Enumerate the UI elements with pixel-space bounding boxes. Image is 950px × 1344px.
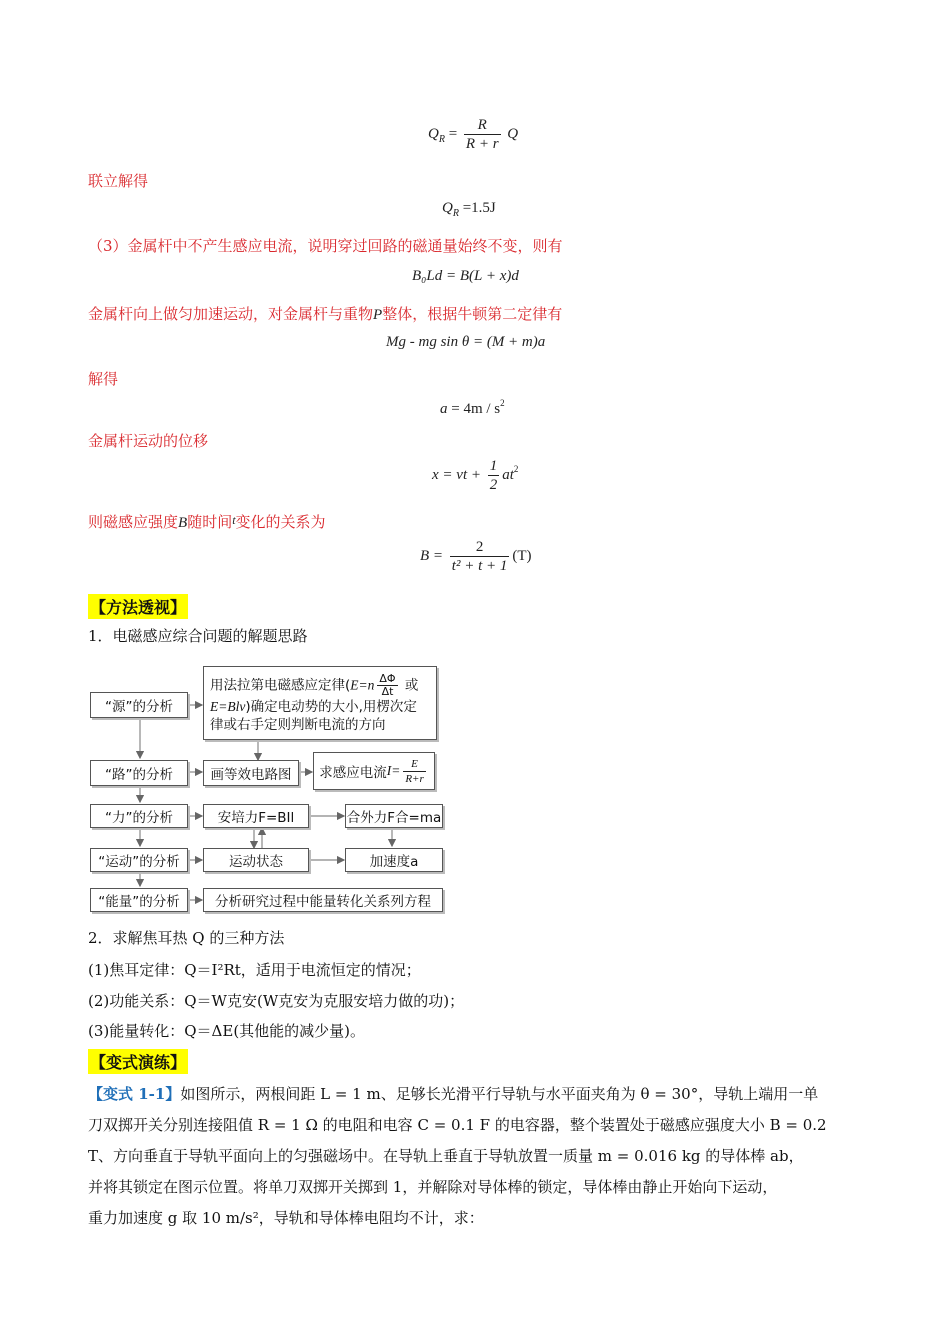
variant-para-1: 【变式 1-1】如图所示，两根间距 L = 1 m、足够长光滑平行导轨与水平面夹角为 θ = 30°，导轨上端用一单 (88, 1085, 819, 1103)
flow-law-box: 用法拉第电磁感应定律(E=n $\frac{\Delta\Phi}{\Delta t}$ 或 E=Blv)确定电动势的大小,用楞次定 律或右手定则判断电流的方向 (203, 666, 437, 740)
field-relation-text: 则磁感应强度B随时间$^t$变化的关系为 (88, 513, 326, 531)
flow-road-analysis: “路”的分析 (90, 760, 188, 786)
variant-para-3: T、方向垂直于导轨平面向上的匀强磁场中。在导轨上垂直于导轨放置一质量 m = 0.016 kg 的导体棒 ab， (88, 1147, 804, 1165)
displacement-text: 金属杆运动的位移 (88, 432, 209, 450)
variant-para-5: 重力加速度 g 取 10 m/s²，导轨和导体棒电阻均不计，求： (88, 1209, 484, 1227)
flow-source-analysis: “源”的分析 (90, 692, 188, 718)
method-item-2: 2．求解焦耳热 Q 的三种方法 (88, 929, 285, 947)
variant-para-2: 刀双掷开关分别连接阻值 R = 1 Ω 的电阻和电容 C = 0.1 F 的电容器，整个装置处于磁感应强度大小 B = 0.2 (88, 1116, 827, 1134)
flow-net-force: 合外力F合=ma (345, 804, 443, 828)
part3-text: （3）金属杆中不产生感应电流，说明穿过回路的磁通量始终不变，则有 (88, 237, 563, 255)
variant-heading: 【变式演练】 (88, 1049, 188, 1074)
equation-flux: B₀Ld = B(L + x)d (412, 268, 519, 284)
flow-energy-equation: 分析研究过程中能量转化关系列方程 (203, 888, 443, 912)
flow-ampere-force: 安培力F=BIl (203, 804, 309, 828)
equation-field-time: B = $\frac{2}{\text{t² + t + 1}}$ (T) (420, 539, 532, 574)
equation-acceleration: $a = 4m / s^2$ (440, 398, 505, 417)
equation-displacement: x = vt + $\frac{1}{2}$ $at^2$ (432, 458, 519, 493)
method-item-1: 1．电磁感应综合问题的解题思路 (88, 627, 308, 645)
equation-newton: Mg - mg sin θ = (M + m)a (386, 334, 546, 350)
method-heading: 【方法透视】 (88, 594, 188, 619)
force-analysis-text: 金属杆向上做匀加速运动，对金属杆与重物P整体，根据牛顿第二定律有 (88, 305, 563, 323)
energy-conversion-method: (3)能量转化：Q＝ΔE(其他能的减少量)。 (88, 1022, 366, 1040)
solve-label: 解得 (88, 370, 119, 388)
flow-acceleration: 加速度a (345, 848, 443, 872)
flow-force-analysis: “力”的分析 (90, 804, 188, 828)
variant-para-4: 并将其锁定在图示位置。将单刀双掷开关掷到 1，并解除对导体棒的锁定，导体棒由静止开始向下运动， (88, 1178, 778, 1196)
flow-energy-analysis: “能量”的分析 (90, 888, 188, 912)
flow-induced-current: 求感应电流 I= $\frac{E}{R+r}$ (313, 752, 435, 790)
flow-motion-analysis: “运动”的分析 (90, 848, 188, 872)
equation-heat-ratio: $Q_R$ = $\frac{R}{R + r}$ Q (428, 117, 519, 152)
work-energy-method: (2)功能关系：Q＝W克安(W克安为克服安培力做的功)； (88, 992, 465, 1010)
variant-tag: 【变式 1-1】 (88, 1085, 181, 1103)
joule-law-method: (1)焦耳定律：Q＝I²Rt，适用于电流恒定的情况； (88, 961, 421, 979)
joint-solve-label: 联立解得 (88, 172, 149, 190)
flow-circuit-diagram: 画等效电路图 (203, 760, 299, 786)
equation-heat-value: $Q_R =1.5J$ (442, 200, 496, 219)
flow-motion-state: 运动状态 (203, 848, 309, 872)
